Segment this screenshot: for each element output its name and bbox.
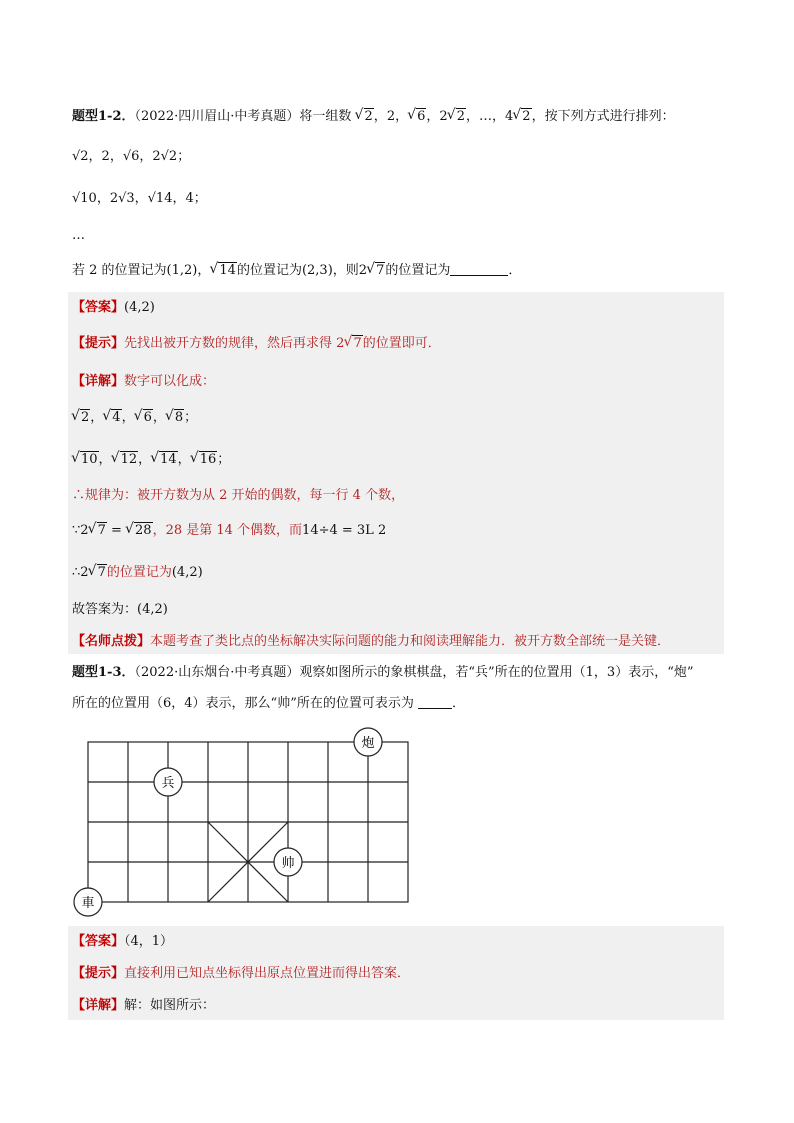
sqrt-2b: √ 2 [449,107,466,127]
pos-1-2: (1,2) [166,263,198,278]
question-text-2b: 所在的位置用（6，4）表示，那么“帅”所在的位置可表示为 [72,696,414,711]
piece-bing [154,768,182,796]
svg-text:炮: 炮 [361,736,375,751]
rule-line: ∴规律为：被开方数为从 2 开始的偶数，每一行 4 个数， [72,488,405,503]
sqrt-6: √ 6 [409,107,426,127]
sqrt-2: √ 2 [357,107,374,127]
because-line: ∵2√ 7 = √ 28，28 是第 14 个偶数，而14÷4 = 3L 2 [72,521,386,541]
answer-1-line [72,298,155,318]
arrangement-ellipsis: … [72,228,85,243]
comment-line [72,632,670,652]
num-2: 2 [386,109,396,124]
final-answer-line: 故答案为：(4,2) [72,602,168,617]
comment-text: 本题考查了类比点的坐标解决实际问题的能力和阅读理解能力．被开方数全部统一是关键． [150,634,671,649]
hint-tag: 【提示】 [72,336,125,351]
question-1-2-line: 题型1-2．（2022·四川眉山·中考真题）将一组数 √ 2，2，√ 6，2√ 2，…，4√ 2，按下列方式进行排列： [72,107,675,127]
hint-text-a: 先找出被开方数的规律，然后再求得 [124,336,333,351]
because-symbol: ∵ [72,523,81,538]
hint-2-line [72,964,410,984]
ask-text-b: ， [197,263,211,278]
detail-tag-2: 【详解】 [72,998,125,1013]
answer-2-line [72,932,173,952]
piece-che [74,888,102,916]
therefore-pos: (4,2) [171,565,203,580]
svg-text:帅: 帅 [281,856,295,871]
hint-1-line: 【提示】先找出被开方数的规律，然后再求得 2√ 7的位置即可． [72,334,441,354]
question-label-2: 题型1-3． [72,665,135,680]
comment-tag: 【名师点拨】 [72,634,151,649]
question-label: 题型1-2． [72,109,135,124]
detail-1-line [72,372,215,392]
therefore-symbol: ∴ [72,565,81,580]
detail-text-2: 解：如图所示： [124,998,216,1013]
arrangement-row-2: √10，2√3，√14，4； [72,191,207,206]
answer-tag-2: 【答案】 [72,934,125,949]
sqrt-14: √ 14 [211,261,237,281]
answer-value: (4,2) [124,300,155,315]
svg-text:車: 車 [81,896,95,911]
detail-2-line [72,996,215,1016]
ask-text-e: 的位置记为 [385,263,451,278]
chessboard-figure [68,726,413,921]
calc-text: 14÷4 = 3L 2 [302,523,387,538]
question-source-2: （2022·山东烟台·中考真题） [134,665,300,680]
arrangement-row-1: √2，2，√6，2√2； [72,149,191,164]
question-1-3-line-2 [72,694,465,714]
ask-text-c: 的位置记为 [236,263,302,278]
question-text-end: ，按下列方式进行排列： [531,109,675,124]
question-1-2-ask: 若 2 的位置记为(1,2)，√ 14的位置记为(2,3)，则2√ 7的位置记为 ． [72,261,521,281]
hint-text-b: 的位置即可． [362,336,441,351]
answer-blank [450,261,508,276]
because-text: ，28 是第 14 个偶数，而 [152,523,303,538]
coef-4: 4 [505,109,514,124]
ask-text-d: ，则 [332,263,359,278]
ask-end: ． [508,263,522,278]
ask-text-a: 若 2 的位置记为 [72,263,167,278]
detail-row-2: √ 10，√ 12，√ 14，√ 16； [72,450,230,470]
detail-tag: 【详解】 [72,374,125,389]
answer-value-2: （4，1） [124,934,174,949]
question-text-2a: 观察如图所示的象棋棋盘，若“兵”所在的位置用（1，3）表示，“炮” [299,665,694,680]
hint-text-2: 直接利用已知点坐标得出原点位置进而得出答案． [124,966,411,981]
therefore-line: ∴2√ 7的位置记为(4,2) [72,563,203,583]
svg-text:兵: 兵 [161,776,175,791]
ellipsis: … [478,109,492,124]
answer-tag: 【答案】 [72,300,125,315]
detail-text: 数字可以化成： [124,374,216,389]
therefore-text: 的位置记为 [106,565,172,580]
hint-tag-2: 【提示】 [72,966,125,981]
sqrt-2c: √ 2 [514,107,531,127]
sqrt-7-hint: √ 7 [345,334,362,354]
question-1-3-line-1 [72,663,694,683]
detail-row-1: √ 2，√ 4，√ 6，√ 8； [72,408,197,428]
pos-2-3: (2,3) [301,263,333,278]
sqrt-7: √ 7 [368,261,385,281]
piece-pao [354,728,382,756]
question-end-2: ． [451,696,465,711]
question-source: （2022·四川眉山·中考真题） [134,109,300,124]
answer-blank-2 [418,694,452,709]
piece-shuai [274,848,302,876]
board-grid [88,742,408,902]
question-text: 将一组数 [299,109,352,124]
coef-2: 2 [439,109,448,124]
